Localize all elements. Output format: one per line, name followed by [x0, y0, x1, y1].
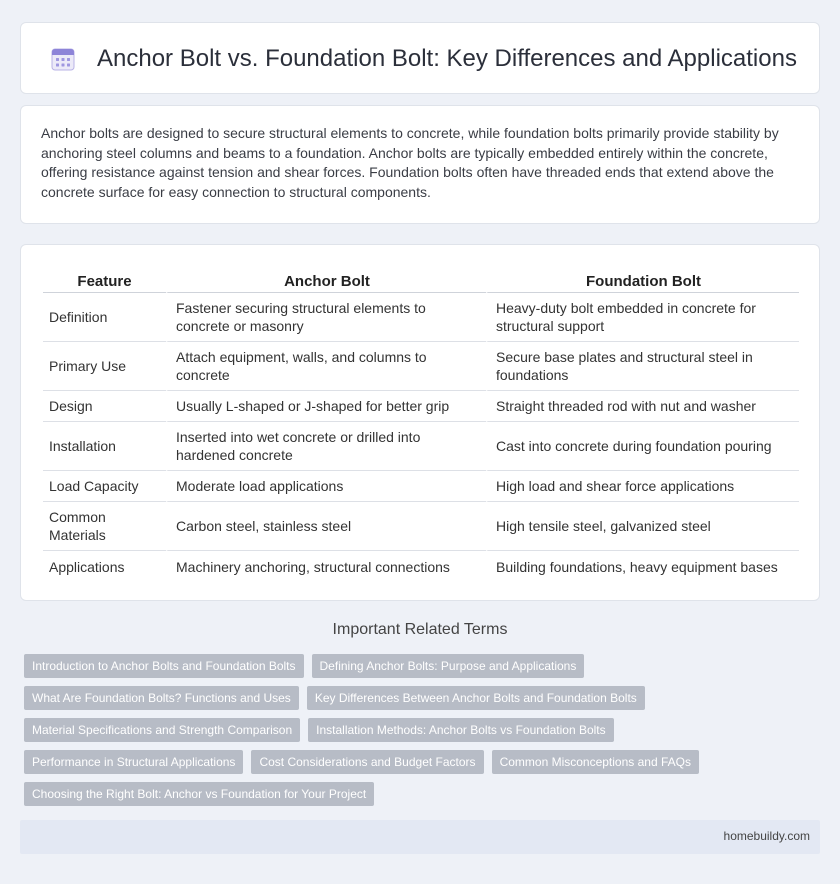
cell-foundation-bolt: Building foundations, heavy equipment bases — [486, 551, 799, 582]
cell-anchor-bolt: Usually L-shaped or J-shaped for better grip — [166, 391, 486, 422]
table-row — [43, 422, 799, 471]
header-card — [20, 22, 820, 94]
related-terms-list — [24, 654, 824, 814]
comparison-table — [43, 263, 799, 582]
related-term-link[interactable]: Choosing the Right Bolt: Anchor vs Foundation for Your Project — [24, 782, 374, 806]
related-term-link[interactable]: Key Differences Between Anchor Bolts and Foundation Bolts — [307, 686, 645, 710]
table-header-row — [43, 263, 799, 293]
table-row — [43, 391, 799, 422]
cell-feature: Applications — [49, 558, 125, 575]
column-header-anchor-bolt: Anchor Bolt — [166, 263, 486, 293]
cell-anchor-bolt: Inserted into wet concrete or drilled into hardened concrete — [166, 422, 486, 471]
comparison-table-card — [20, 244, 820, 601]
intro-card — [20, 105, 820, 224]
cell-anchor-bolt: Fastener securing structural elements to concrete or masonry — [166, 293, 486, 342]
cell-foundation-bolt: Straight threaded rod with nut and washer — [486, 391, 799, 422]
page-title: Anchor Bolt vs. Foundation Bolt: Key Differences and Applications — [97, 45, 797, 72]
cell-anchor-bolt: Attach equipment, walls, and columns to concrete — [166, 342, 486, 391]
table-row — [43, 551, 799, 582]
intro-paragraph: Anchor bolts are designed to secure structural elements to concrete, while foundation bolts primarily provide stability by anchoring steel columns and beams to a foundation. Anchor bolts are typically embedded entirely within the concrete, offering resistance against tension and shear forces. Foundation bolts often have threaded ends that extend above the concrete surface for easy connection to structural components. — [41, 125, 779, 200]
cell-feature: Installation — [43, 422, 166, 471]
cell-anchor-bolt: Machinery anchoring, structural connections — [166, 551, 486, 582]
table-row — [43, 342, 799, 391]
cell-foundation-bolt: High tensile steel, galvanized steel — [486, 502, 799, 551]
table-row — [43, 293, 799, 342]
cell-foundation-bolt: High load and shear force applications — [486, 471, 799, 502]
table-row — [43, 502, 799, 551]
cell-feature: Definition — [43, 293, 166, 342]
cell-feature: Load Capacity — [43, 471, 166, 502]
calendar-icon — [49, 45, 77, 73]
related-term-link[interactable]: Installation Methods: Anchor Bolts vs Foundation Bolts — [308, 718, 614, 742]
related-term-link[interactable]: Common Misconceptions and FAQs — [492, 750, 699, 774]
cell-feature: Design — [43, 391, 166, 422]
cell-feature: Common Materials — [43, 502, 166, 551]
column-header-feature: Feature — [43, 263, 166, 293]
cell-foundation-bolt: Heavy-duty bolt embedded in concrete for structural support — [486, 293, 799, 342]
footer-site-link[interactable]: homebuildy.com — [723, 829, 810, 843]
related-term-link[interactable]: Defining Anchor Bolts: Purpose and Applications — [312, 654, 585, 678]
related-term-link[interactable]: Performance in Structural Applications — [24, 750, 243, 774]
column-header-foundation-bolt: Foundation Bolt — [486, 263, 799, 293]
cell-anchor-bolt: Carbon steel, stainless steel — [166, 502, 486, 551]
cell-foundation-bolt: Secure base plates and structural steel in foundations — [486, 342, 799, 391]
table-row — [43, 471, 799, 502]
cell-foundation-bolt: Cast into concrete during foundation pouring — [486, 422, 799, 471]
related-term-link[interactable]: Cost Considerations and Budget Factors — [251, 750, 483, 774]
cell-anchor-bolt: Moderate load applications — [166, 471, 486, 502]
related-term-link[interactable]: Material Specifications and Strength Comparison — [24, 718, 300, 742]
related-term-link[interactable]: Introduction to Anchor Bolts and Foundation Bolts — [24, 654, 304, 678]
related-term-link[interactable]: What Are Foundation Bolts? Functions and Uses — [24, 686, 299, 710]
cell-feature: Primary Use — [43, 342, 166, 391]
related-terms-title: Important Related Terms — [332, 621, 508, 638]
footer — [20, 820, 820, 854]
